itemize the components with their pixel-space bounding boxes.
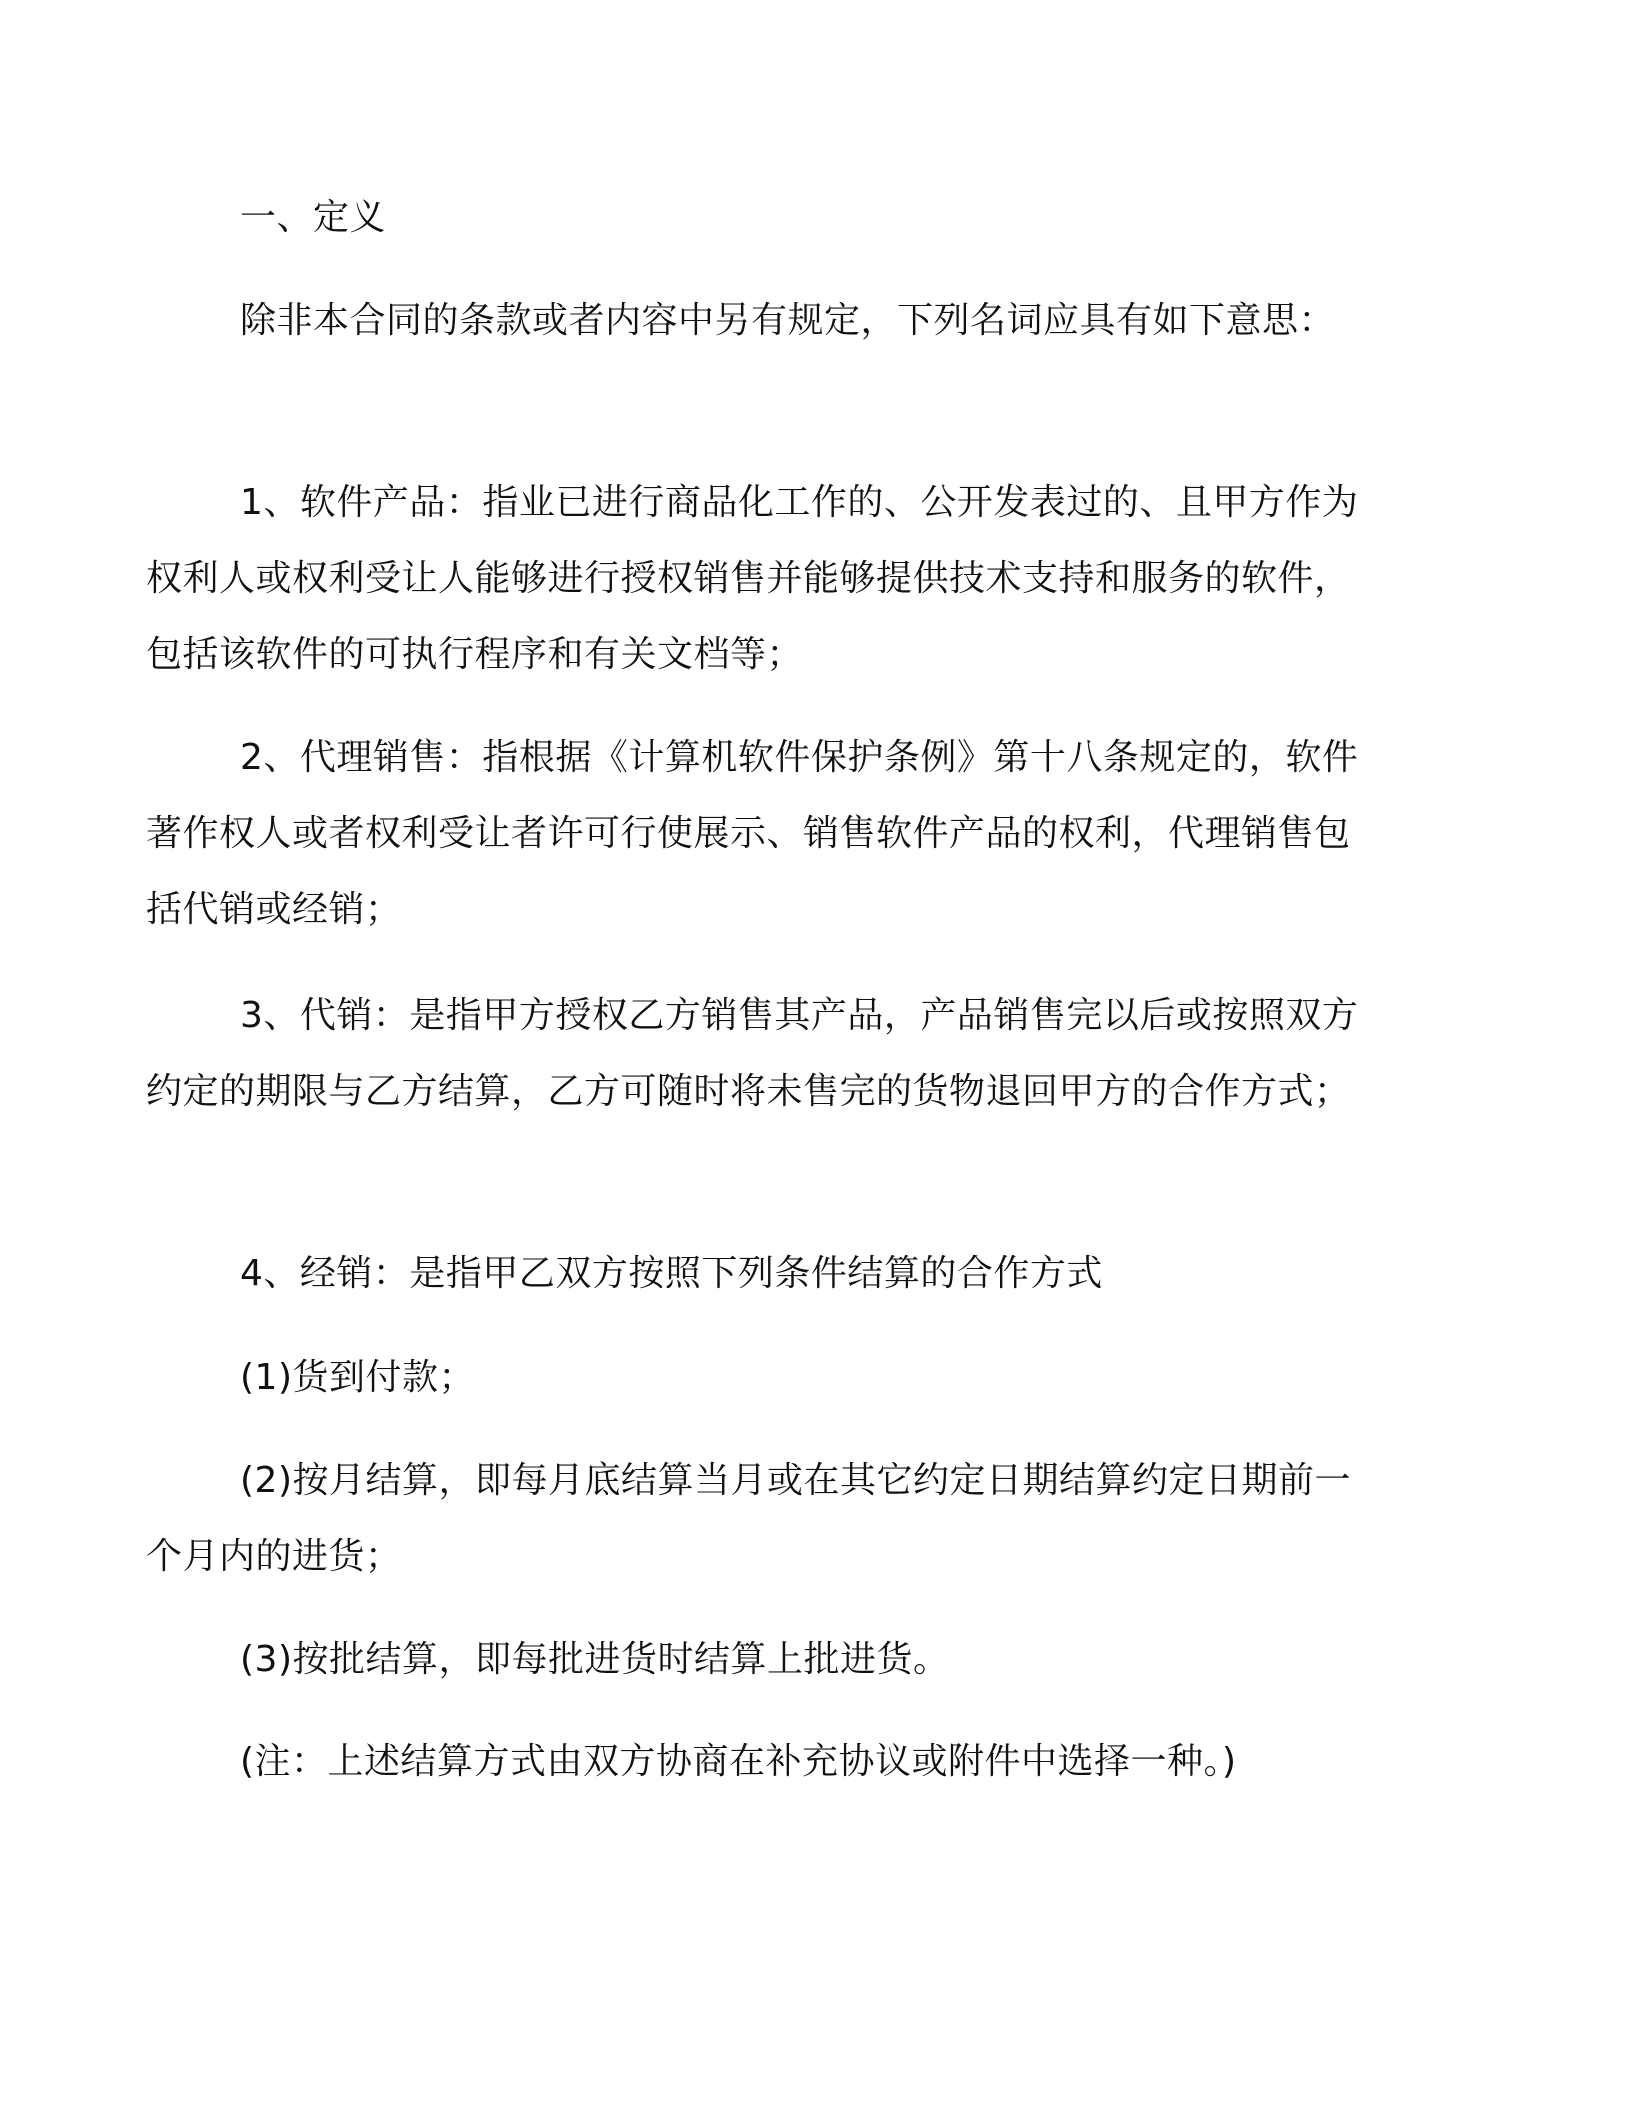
paragraph-consignment: 3、代销：是指甲方授权乙方销售其产品，产品销售完以后或按照双方约定的期限与乙方结算，乙方可随时将未售完的货物退回甲方的合作方式； — [146, 995, 1359, 1112]
paragraph-item-2: (2)按月结算，即每月底结算当月或在其它约定日期结算约定日期前一个月内的进货； — [146, 1460, 1351, 1577]
paragraph-item-3: (3)按批结算，即每批进货时结算上批进货。 — [240, 1639, 950, 1680]
paragraph-intro: 除非本合同的条款或者内容中另有规定，下列名词应具有如下意思： — [240, 300, 1336, 341]
paragraph-item-1: (1)货到付款； — [240, 1357, 475, 1398]
section-heading: 一、定义 — [240, 197, 387, 238]
paragraph-note: (注：上述结算方式由双方协商在补充协议或附件中选择一种。) — [240, 1741, 1237, 1782]
paragraph-software-product: 1、软件产品：指业已进行商品化工作的、公开发表过的、且甲方作为权利人或权利受让人能够进行授权销售并能够提供技术支持和服务的软件，包括该软件的可执行程序和有关文档等； — [146, 482, 1359, 675]
paragraph-distribution: 4、经销：是指甲乙双方按照下列条件结算的合作方式 — [240, 1253, 1103, 1294]
paragraph-agency-sales: 2、代理销售：指根据《计算机软件保护条例》第十八条规定的，软件著作权人或者权利受让者许可行使展示、销售软件产品的权利，代理销售包括代销或经销； — [146, 737, 1359, 930]
